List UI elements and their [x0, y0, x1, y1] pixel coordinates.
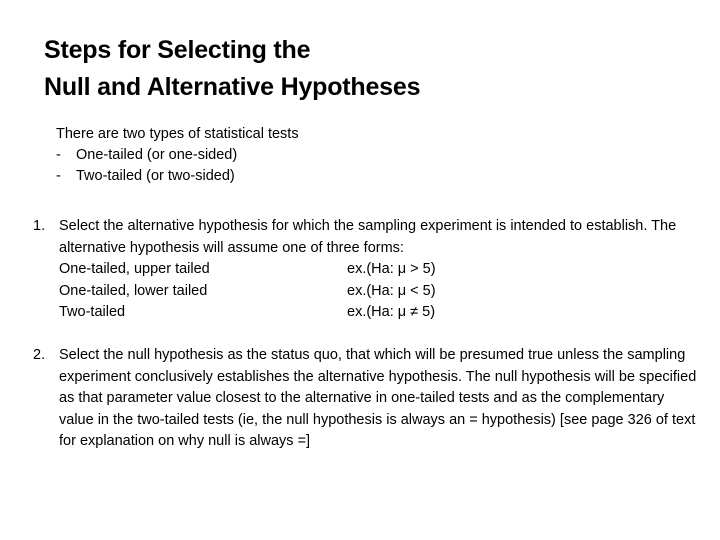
step-number: 2.: [33, 347, 46, 363]
slide-title: [44, 32, 420, 106]
form-row: [59, 302, 698, 324]
form-name: One-tailed, upper tailed: [59, 261, 210, 277]
intro-item: [56, 166, 299, 187]
hypothesis-forms: [59, 259, 698, 324]
title-line-1: Steps for Selecting the: [44, 36, 311, 64]
form-row: [59, 259, 698, 281]
step-number: 1.: [33, 218, 46, 234]
intro-item-text: One-tailed (or one-sided): [76, 147, 238, 163]
form-name: One-tailed, lower tailed: [59, 282, 208, 299]
intro-item-text: Two-tailed (or two-sided): [76, 168, 235, 184]
form-name: Two-tailed: [59, 304, 126, 320]
step-2-text: Select the null hypothesis as the status quo, that which will be presumed true unless the sampling experiment conclusively establishes the alternative hypothesis. The null hypothesis will be specified as that parameter value closest to the alternative in one-tailed tests and as the complementary value in the two-tailed tests (ie, the null hypothesis is always an = hypothesis) [see page 326 of text for explanation on why null is always =]: [59, 347, 697, 449]
intro-heading: There are two types of statistical tests: [56, 126, 299, 142]
intro-item: [56, 145, 299, 166]
step-1: [33, 216, 698, 324]
intro-item-dash: -: [56, 168, 61, 184]
intro-block: [56, 124, 299, 187]
form-example: ex.(Ha: μ > 5): [347, 261, 436, 277]
intro-item-dash: -: [56, 147, 61, 163]
title-line-2: Null and Alternative Hypotheses: [44, 73, 421, 101]
form-example: ex.(Ha: μ < 5): [347, 282, 436, 299]
form-example: ex.(Ha: μ ≠ 5): [347, 304, 436, 320]
step-2: [33, 345, 698, 453]
step-1-text: Select the alternative hypothesis for which the sampling experiment is intended to establish. The alternative hypothesis will assume one of three forms:: [59, 218, 677, 256]
form-row: [59, 281, 698, 303]
